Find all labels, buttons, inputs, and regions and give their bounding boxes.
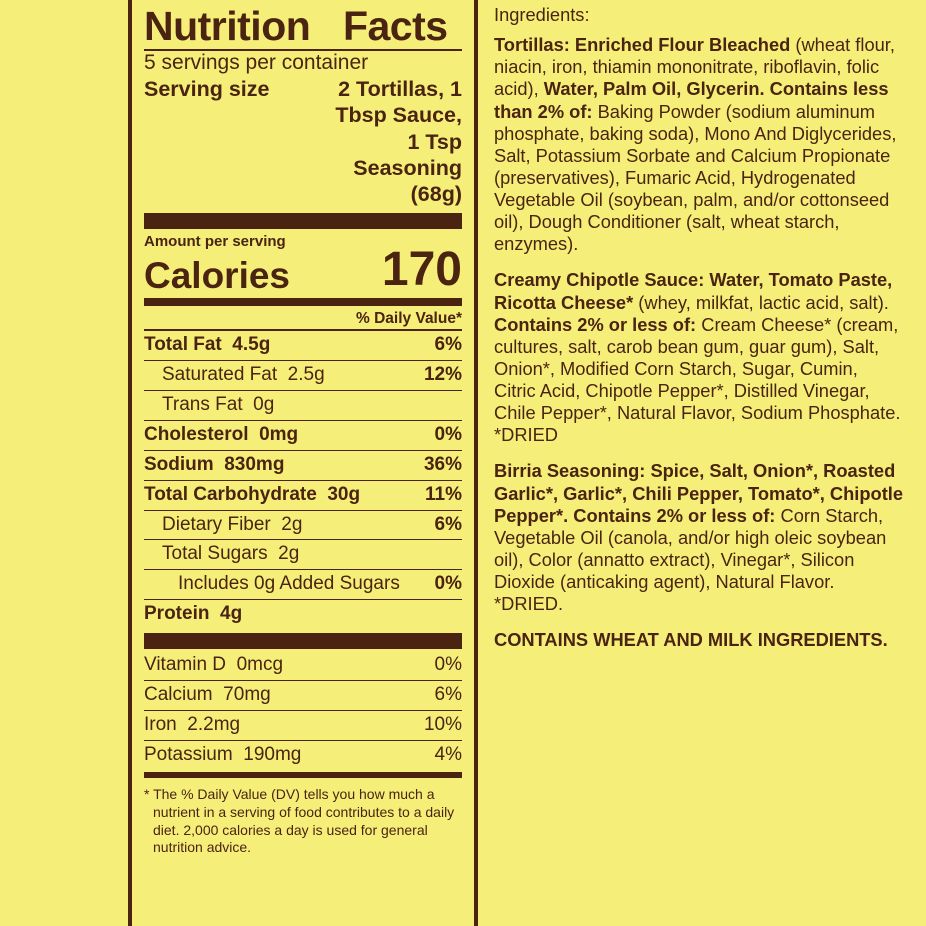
ingredients-panel [478,0,926,926]
micronutrient-row-vitamin-d [144,651,462,680]
nutrient-dv: 6% [434,513,462,535]
ingredients-paragraph-tortillas: Tortillas: Enriched Flour Bleached (wheat flour, niacin, iron, thiamin mononitrate, riboflavin, folic acid), Water, Palm Oil, Glycerin. Contains less than 2% of: Baking Powder (sodium aluminum phosphate, baking soda), Mono And Diglycerides, Salt, Potassium Sorbate and Calcium Propionate (preservatives), Fumaric Acid, Hydrogenated Vegetable Oil (soybean, palm, and/or cottonseed oil), Dough Conditioner (salt, wheat starch, enzymes). [494,34,897,255]
nutrient-name: Iron 2.2mg [144,713,241,735]
daily-value-header: % Daily Value* [356,310,462,328]
micronutrient-row-iron [144,711,462,740]
nutrient-name: Protein 4g [144,603,243,625]
ingredients-heading: Ingredients: [494,4,590,25]
daily-value-footnote: * The % Daily Value (DV) tells you how much a nutrient in a serving of food contributes to a daily diet. 2,000 calories a day is used for general nutrition advice. [144,785,455,856]
nutrient-name: Dietary Fiber 2g [162,513,303,535]
nutrient-dv: 11% [425,483,462,505]
serving-size-row [144,76,462,207]
nutrient-row-sodium [144,451,462,480]
calories-row [144,243,462,297]
nutrition-facts-box [128,0,478,926]
nutrient-name: Saturated Fat 2.5g [162,364,325,386]
nutrient-dv: 36% [423,453,462,475]
nutrition-facts-title: Nutrition Facts [144,3,448,49]
nutrient-row-dietary-fiber [144,511,462,540]
nutrient-row-total-fat [144,331,462,360]
nutrient-name: Potassium 190mg [144,743,302,765]
nutrient-dv: 6% [434,334,462,356]
nutrient-row-saturated-fat [144,361,462,390]
amount-per-serving-label: Amount per serving [144,233,286,251]
nutrient-name: Cholesterol 0mg [144,423,299,445]
allergen-statement: CONTAINS WHEAT AND MILK INGREDIENTS. [494,629,888,651]
nutrient-dv: 12% [423,364,462,386]
serving-size-label: Serving size [144,77,270,102]
calories-label: Calories [144,255,291,297]
nutrient-row-cholesterol [144,421,462,450]
serving-size-value-line-4: Seasoning [353,155,462,180]
serving-size-value-line-2: Tbsp Sauce, [335,103,462,128]
nutrient-row-added-sugars [144,570,462,599]
nutrient-name: Trans Fat 0g [162,394,275,416]
nutrient-name: Vitamin D 0mcg [144,654,284,676]
nutrient-dv: 0% [434,654,462,676]
nutrient-row-total-carbohydrate [144,481,462,510]
nutrient-dv: 4% [434,743,462,765]
micronutrient-row-potassium [144,741,462,770]
nutrient-name: Sodium 830mg [144,453,285,475]
nutrient-name: Includes 0g Added Sugars [178,573,400,595]
nutrition-facts-panel [128,0,478,926]
nutrient-dv: 0% [434,423,462,445]
divider-before-footnote [144,772,462,778]
divider-thick-before-micros [144,633,462,649]
divider-under-calories [144,298,462,306]
nutrient-name: Total Carbohydrate 30g [144,483,361,505]
nutrient-row-protein [144,600,462,629]
micronutrient-row-calcium [144,681,462,710]
serving-size-value-line-3: 1 Tsp [407,129,462,154]
nutrient-dv: 0% [434,573,462,595]
ingredients-paragraph-creamy-chipotle-sauce: Creamy Chipotle Sauce: Water, Tomato Paste, Ricotta Cheese* (whey, milkfat, lactic acid, salt). Contains 2% or less of: Cream Cheese* (cream, cultures, salt, carob bean gum, guar gum), Salt, Onion*, Modified Corn Starch, Sugar, Cumin, Citric Acid, Chipotle Pepper*, Distilled Vinegar, Chile Pepper*, Natural Flavor, Sodium Phosphate. *DRIED [494,269,901,446]
nutrient-dv: 6% [434,684,462,706]
nutrient-name: Total Sugars 2g [162,543,300,565]
nutrient-row-trans-fat [144,391,462,420]
serving-size-value-line-1: 2 Tortillas, 1 [338,77,462,102]
divider-thick-top [144,213,462,229]
nutrient-name: Calcium 70mg [144,684,271,706]
calories-value: 170 [381,243,462,297]
serving-size-value-line-5: (68g) [410,182,462,207]
servings-per-container: 5 servings per container [144,51,369,74]
ingredients-paragraph-birria-seasoning: Birria Seasoning: Spice, Salt, Onion*, Roasted Garlic*, Garlic*, Chili Pepper, Tomato*, Chipotle Pepper*. Contains 2% or less of: Corn Starch, Vegetable Oil (canola, and/or high oleic soybean oil), Color (annatto extract), Vinegar*, Silicon Dioxide (anticaking agent), Natural Flavor. *DRIED. [494,460,904,615]
nutrient-row-total-sugars [144,540,462,569]
nutrient-dv: 10% [423,713,462,735]
nutrient-name: Total Fat 4.5g [144,334,271,356]
